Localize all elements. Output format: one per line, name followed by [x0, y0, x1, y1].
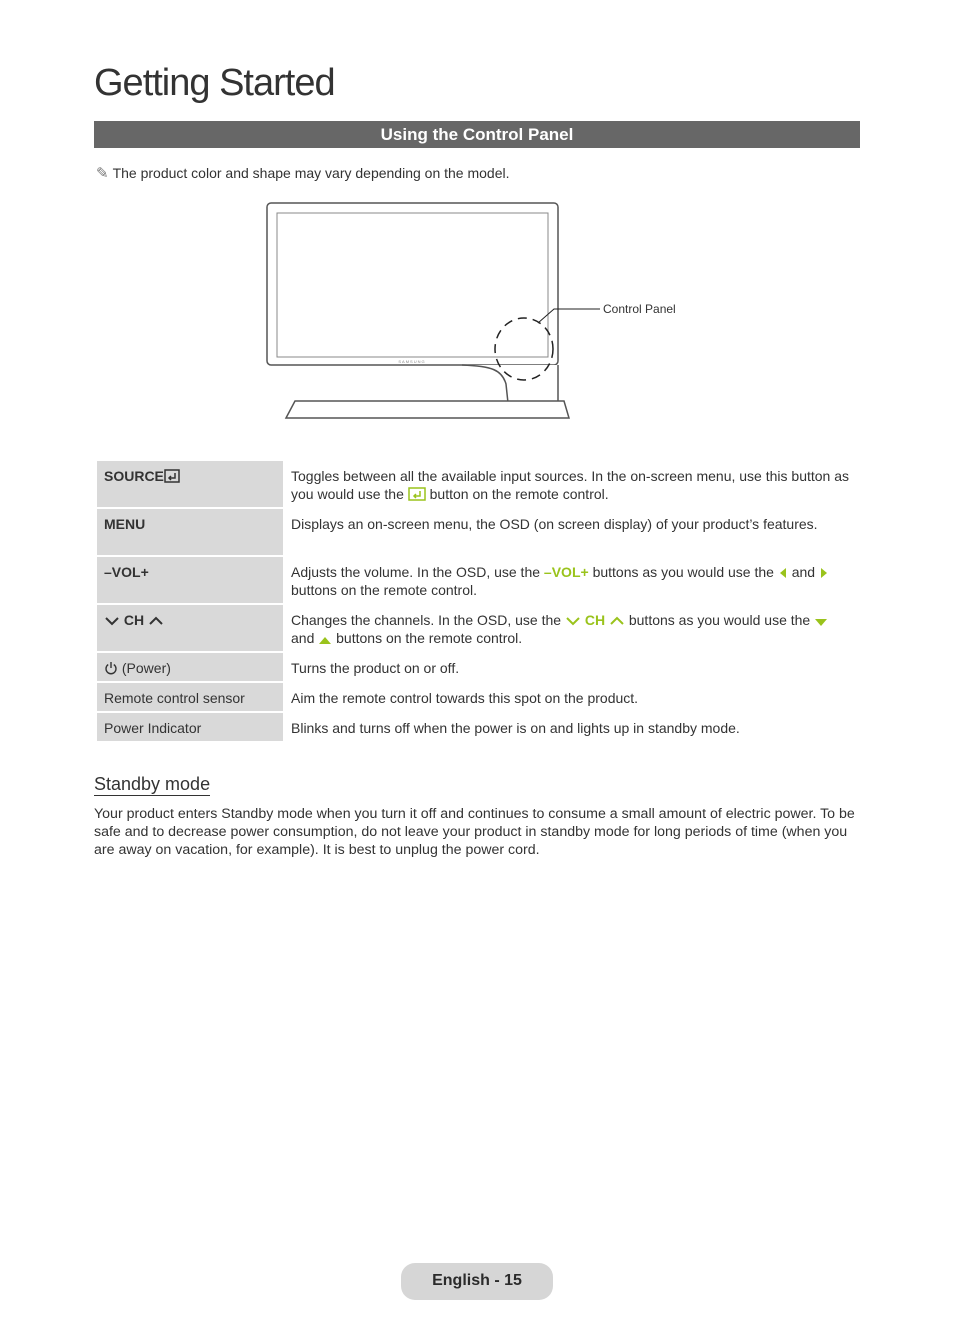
- pencil-icon: ✎: [96, 165, 109, 182]
- table-row: [97, 557, 859, 603]
- sensor-desc: Aim the remote control towards this spot on the product.: [291, 690, 639, 706]
- power-icon: [104, 661, 118, 675]
- monitor-neck: [462, 365, 558, 403]
- indicator-desc: Blinks and turns off when the power is on and lights up in standby mode.: [291, 720, 740, 736]
- chevron-down-icon: [565, 615, 581, 627]
- source-key-label: SOURCE: [104, 468, 164, 484]
- chevron-up-icon: [148, 615, 164, 627]
- ch-key-label: CH: [123, 612, 145, 628]
- note: [96, 164, 510, 182]
- desc-cell: [285, 605, 859, 651]
- table-row: [97, 461, 859, 507]
- desc-cell: [285, 713, 859, 741]
- triangle-down-icon: [814, 617, 828, 627]
- section-title: Using the Control Panel: [380, 125, 574, 144]
- page-title: Getting Started: [94, 62, 335, 104]
- source-icon: [408, 487, 426, 501]
- minus-icon: –: [543, 564, 552, 580]
- brand-logo: SAMSUNG: [398, 359, 426, 364]
- section-header: [94, 121, 860, 148]
- table-row: [97, 509, 859, 555]
- key-cell: [97, 461, 283, 507]
- key-cell: [97, 605, 283, 651]
- ch-desc-part-3: and: [291, 630, 319, 646]
- menu-desc: Displays an on-screen menu, the OSD (on screen display) of your product’s features.: [291, 516, 818, 532]
- table-row: [97, 713, 859, 741]
- source-desc-part-1: Toggles between all the available input sources. In the on-screen menu, use this button as you would use the: [291, 468, 850, 502]
- ch-desc-part-2: buttons as you would use the: [624, 612, 815, 628]
- vol-desc-part-1: Adjusts the volume. In the OSD, use the: [291, 564, 544, 580]
- table-row: [97, 653, 859, 681]
- vol-inline-label: VOL: [551, 564, 581, 580]
- vol-desc-part-3: and: [787, 564, 819, 580]
- page-number-label: English - 15: [432, 1272, 522, 1289]
- page-number-badge: [401, 1263, 553, 1300]
- monitor-screen: [277, 213, 548, 357]
- desc-cell: [285, 683, 859, 711]
- sensor-key-label: Remote control sensor: [104, 690, 245, 706]
- desc-cell: [285, 461, 859, 507]
- minus-icon: –: [104, 564, 112, 580]
- power-key-label: (Power): [121, 660, 171, 676]
- standby-heading: Standby mode: [94, 774, 211, 794]
- menu-key-label: MENU: [104, 516, 146, 532]
- ch-inline-label: CH: [584, 612, 606, 628]
- ch-desc-part-1: Changes the channels. In the OSD, use the: [291, 612, 565, 628]
- plus-icon: +: [580, 564, 589, 580]
- source-desc-part-2: button on the remote control.: [425, 486, 609, 502]
- key-cell: [97, 557, 283, 603]
- vol-desc-part-4: buttons on the remote control.: [291, 582, 477, 598]
- desc-cell: [285, 509, 859, 555]
- desc-cell: [285, 557, 859, 603]
- power-desc: Turns the product on or off.: [291, 660, 460, 676]
- key-cell: [97, 653, 283, 681]
- table-row: [97, 683, 859, 711]
- vol-key-label: VOL: [111, 564, 141, 580]
- triangle-up-icon: [318, 635, 332, 645]
- monitor-base: [286, 401, 569, 418]
- key-cell: [97, 713, 283, 741]
- indicator-key-label: Power Indicator: [104, 720, 202, 736]
- control-panel-label: Control Panel: [603, 302, 676, 316]
- vol-desc-part-2: buttons as you would use the: [588, 564, 778, 580]
- key-cell: [97, 509, 283, 555]
- chevron-down-icon: [104, 615, 120, 627]
- key-cell: [97, 683, 283, 711]
- triangle-right-icon: [819, 567, 829, 579]
- ch-desc-part-4: buttons on the remote control.: [332, 630, 523, 646]
- source-icon: [164, 469, 180, 483]
- triangle-left-icon: [778, 567, 788, 579]
- note-text: The product color and shape may vary depending on the model.: [112, 165, 510, 181]
- standby-paragraph: Your product enters Standby mode when you turn it off and continues to consume a small amount of electric power. To be safe and to decrease power consumption, do not leave your product in standby mode for long periods of time (when you are away on vacation, for example). It is best to unplug the power cord.: [94, 806, 855, 858]
- table-row: [97, 605, 859, 651]
- desc-cell: [285, 653, 859, 681]
- plus-icon: +: [140, 564, 149, 580]
- control-panel-table: [95, 459, 861, 743]
- chevron-up-icon: [609, 615, 625, 627]
